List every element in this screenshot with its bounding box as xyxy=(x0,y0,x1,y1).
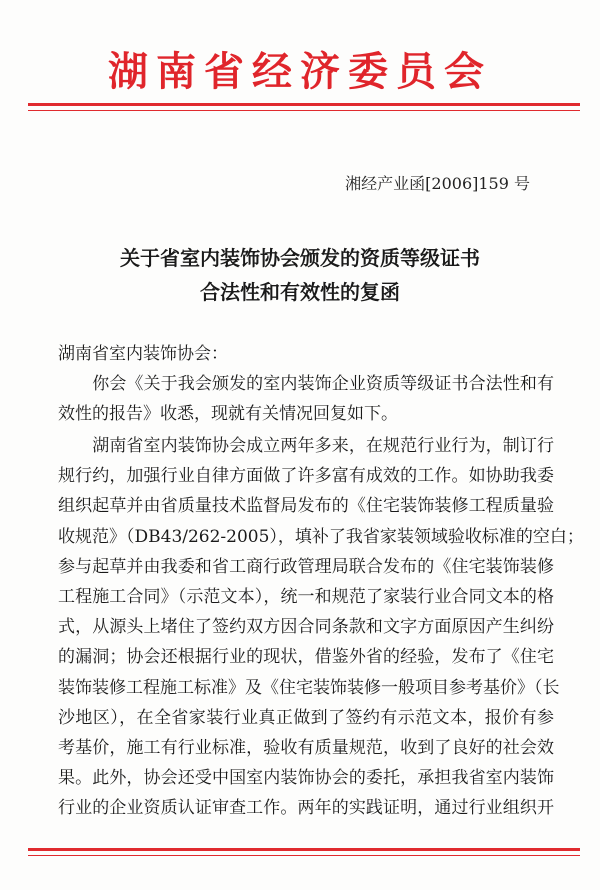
paragraph-line: 工程施工合同》（示范文本），统一和规范了家装行业合同文本的格 xyxy=(58,587,554,608)
paragraph-2 xyxy=(58,431,584,824)
paragraph-line: 果。此外，协会还受中国室内装饰协会的委托，承担我省室内装饰 xyxy=(58,768,554,789)
document-title-line-2: 合法性和有效性的复函 xyxy=(200,280,400,304)
document-title-line-1: 关于省室内装饰协会颁发的资质等级证书 xyxy=(120,246,480,270)
paragraph-line: 式，从源头上堵住了签约双方因合同条款和文字方面原因产生纠纷 xyxy=(58,617,554,638)
paragraph-line: 收规范》（DB43/262-2005），填补了我省家装领域验收标准的空白； xyxy=(58,526,584,547)
paragraph-line: 规行约，加强行业自律方面做了许多富有成效的工作。如协助我委 xyxy=(58,466,554,487)
paragraph-line: 的漏洞；协会还根据行业的现状，借鉴外省的经验，发布了《住宅 xyxy=(58,647,554,668)
salutation: 湖南省室内装饰协会： xyxy=(58,344,228,364)
letterhead-org-name: 湖南省经济委员会 xyxy=(108,48,492,95)
paragraph-line: 沙地区），在全省家装行业真正做到了签约有示范文本，报价有参 xyxy=(58,707,554,728)
paragraph-1 xyxy=(58,369,554,429)
letterhead-red-rule-thick xyxy=(28,103,580,106)
paragraph-line: 湖南省室内装饰协会成立两年多来，在规范行业行为，制订行 xyxy=(58,436,554,456)
footer-red-rule-thin xyxy=(28,855,580,856)
paragraph-line: 你会《关于我会颁发的室内装饰企业资质等级证书合法性和有 xyxy=(58,374,554,394)
document-number: 湘经产业函[2006]159 号 xyxy=(345,174,530,193)
paragraph-line: 组织起草并由省质量技术监督局发布的《住宅装饰装修工程质量验 xyxy=(58,496,554,517)
paragraph-line: 考基价，施工有行业标准，验收有质量规范，收到了良好的社会效 xyxy=(58,738,554,759)
paragraph-line: 装饰装修工程施工标准》及《住宅装饰装修一般项目参考基价》（长 xyxy=(58,677,560,698)
paragraph-line: 行业的企业资质认证审查工作。两年的实践证明，通过行业组织开 xyxy=(58,798,554,819)
paragraph-line: 效性的报告》收悉，现就有关情况回复如下。 xyxy=(58,404,398,425)
letterhead-red-rule-thin xyxy=(28,110,580,111)
footer-red-rule-thick xyxy=(28,848,580,851)
paragraph-line: 参与起草并由我委和省工商行政管理局联合发布的《住宅装饰装修 xyxy=(58,556,554,577)
